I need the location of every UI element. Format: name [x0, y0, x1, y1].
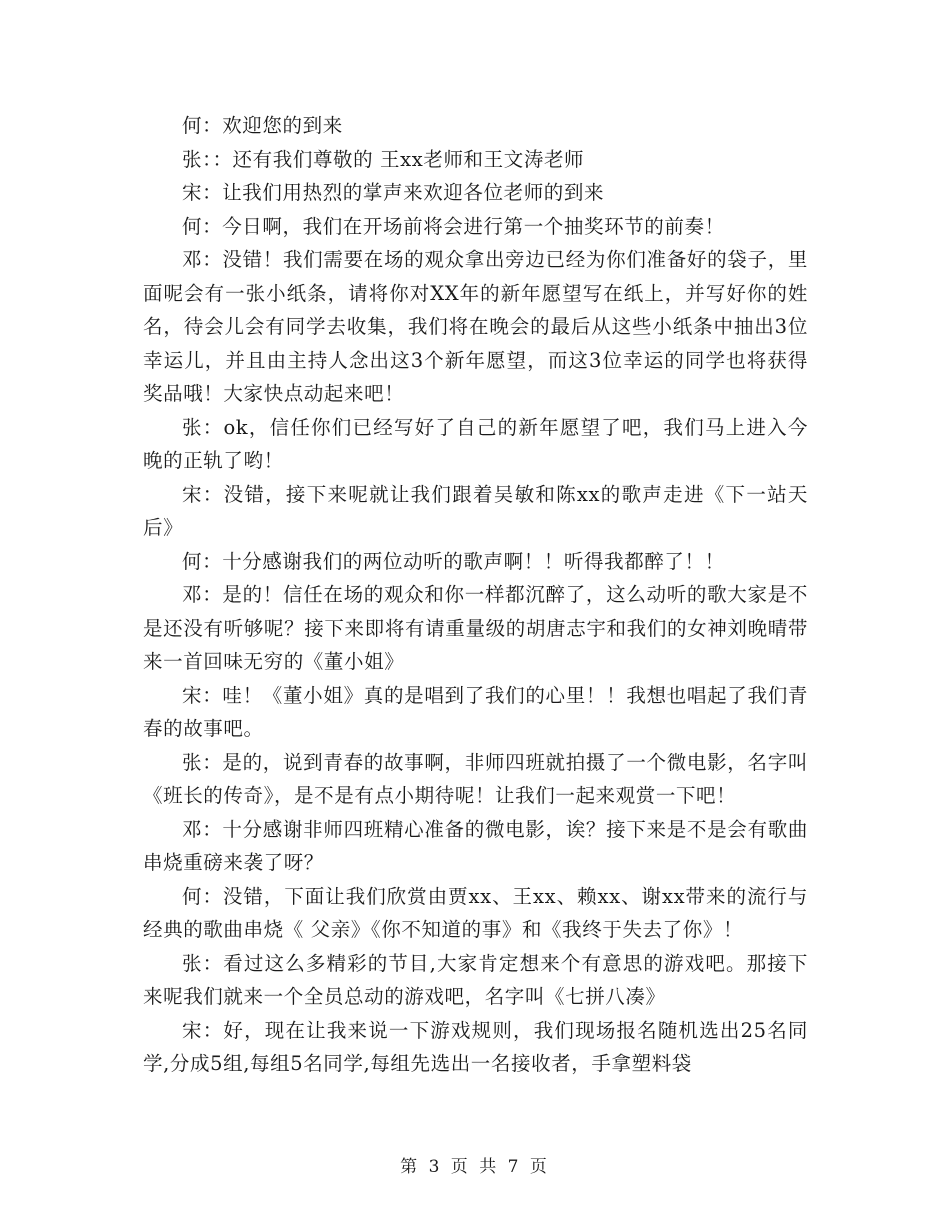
- paragraph-11: 张：是的，说到青春的故事啊，非师四班就拍摄了一个微电影，名字叫《班长的传奇》，是不是有点小期待呢！让我们一起来观赏一下吧！: [143, 750, 808, 807]
- paragraph-9: 邓：是的！信任在场的观众和你一样都沉醉了，这么动听的歌大家是不是还没有听够呢？接下来即将有请重量级的胡唐志宇和我们的女神刘晚晴带来一首回味无穷的《董小姐》: [143, 583, 808, 673]
- page-number-footer: 第 3 页 共 7 页: [400, 1157, 550, 1177]
- document-body: [143, 109, 808, 1081]
- paragraph-7: 宋：没错，接下来呢就让我们跟着吴敏和陈xx的歌声走进《下一站天后》: [143, 482, 808, 539]
- paragraph-6: 张：ok，信任你们已经写好了自己的新年愿望了吧，我们马上进入今晚的正轨了哟！: [143, 415, 808, 472]
- paragraph-15: 宋：好，现在让我来说一下游戏规则，我们现场报名随机选出25名同学,分成5组,每组5名同学,每组先选出一名接收者，手拿塑料袋: [143, 1018, 808, 1075]
- paragraph-13: 何：没错，下面让我们欣赏由贾xx、王xx、赖xx、谢xx带来的流行与经典的歌曲串烧《 父亲》《你不知道的事》和《我终于失去了你》！: [143, 884, 808, 941]
- paragraph-10: 宋：哇！《董小姐》真的是唱到了我们的心里！！我想也唱起了我们青春的故事吧。: [143, 683, 808, 740]
- paragraph-3: 宋：让我们用热烈的掌声来欢迎各位老师的到来: [182, 181, 605, 204]
- paragraph-14: 张：看过这么多精彩的节目,大家肯定想来个有意思的游戏吧。那接下来呢我们就来一个全员总动的游戏吧，名字叫《七拼八凑》: [143, 951, 808, 1008]
- paragraph-4: 何：今日啊，我们在开场前将会进行第一个抽奖环节的前奏！: [182, 214, 725, 238]
- paragraph-1: 何：欢迎您的到来: [182, 114, 343, 137]
- paragraph-8: 何：十分感谢我们的两位动听的歌声啊！！听得我都醉了！！: [182, 549, 725, 573]
- paragraph-2: 张：：还有我们尊敬的 王xx老师和王文涛老师: [182, 147, 585, 171]
- paragraph-12: 邓：十分感谢非师四班精心准备的微电影，诶？接下来是不是会有歌曲串烧重磅来袭了呀？: [143, 817, 808, 874]
- paragraph-5: 邓：没错！我们需要在场的观众拿出旁边已经为你们准备好的袋子，里面呢会有一张小纸条，请将你对XX年的新年愿望写在纸上，并写好你的姓名，待会儿会有同学去收集，我们将在晚会的最后从这些小纸条中抽出3位幸运儿，并且由主持人念出这3个新年愿望，而这3位幸运的同学也将获得奖品哦！大家快点动起来吧！: [143, 248, 808, 405]
